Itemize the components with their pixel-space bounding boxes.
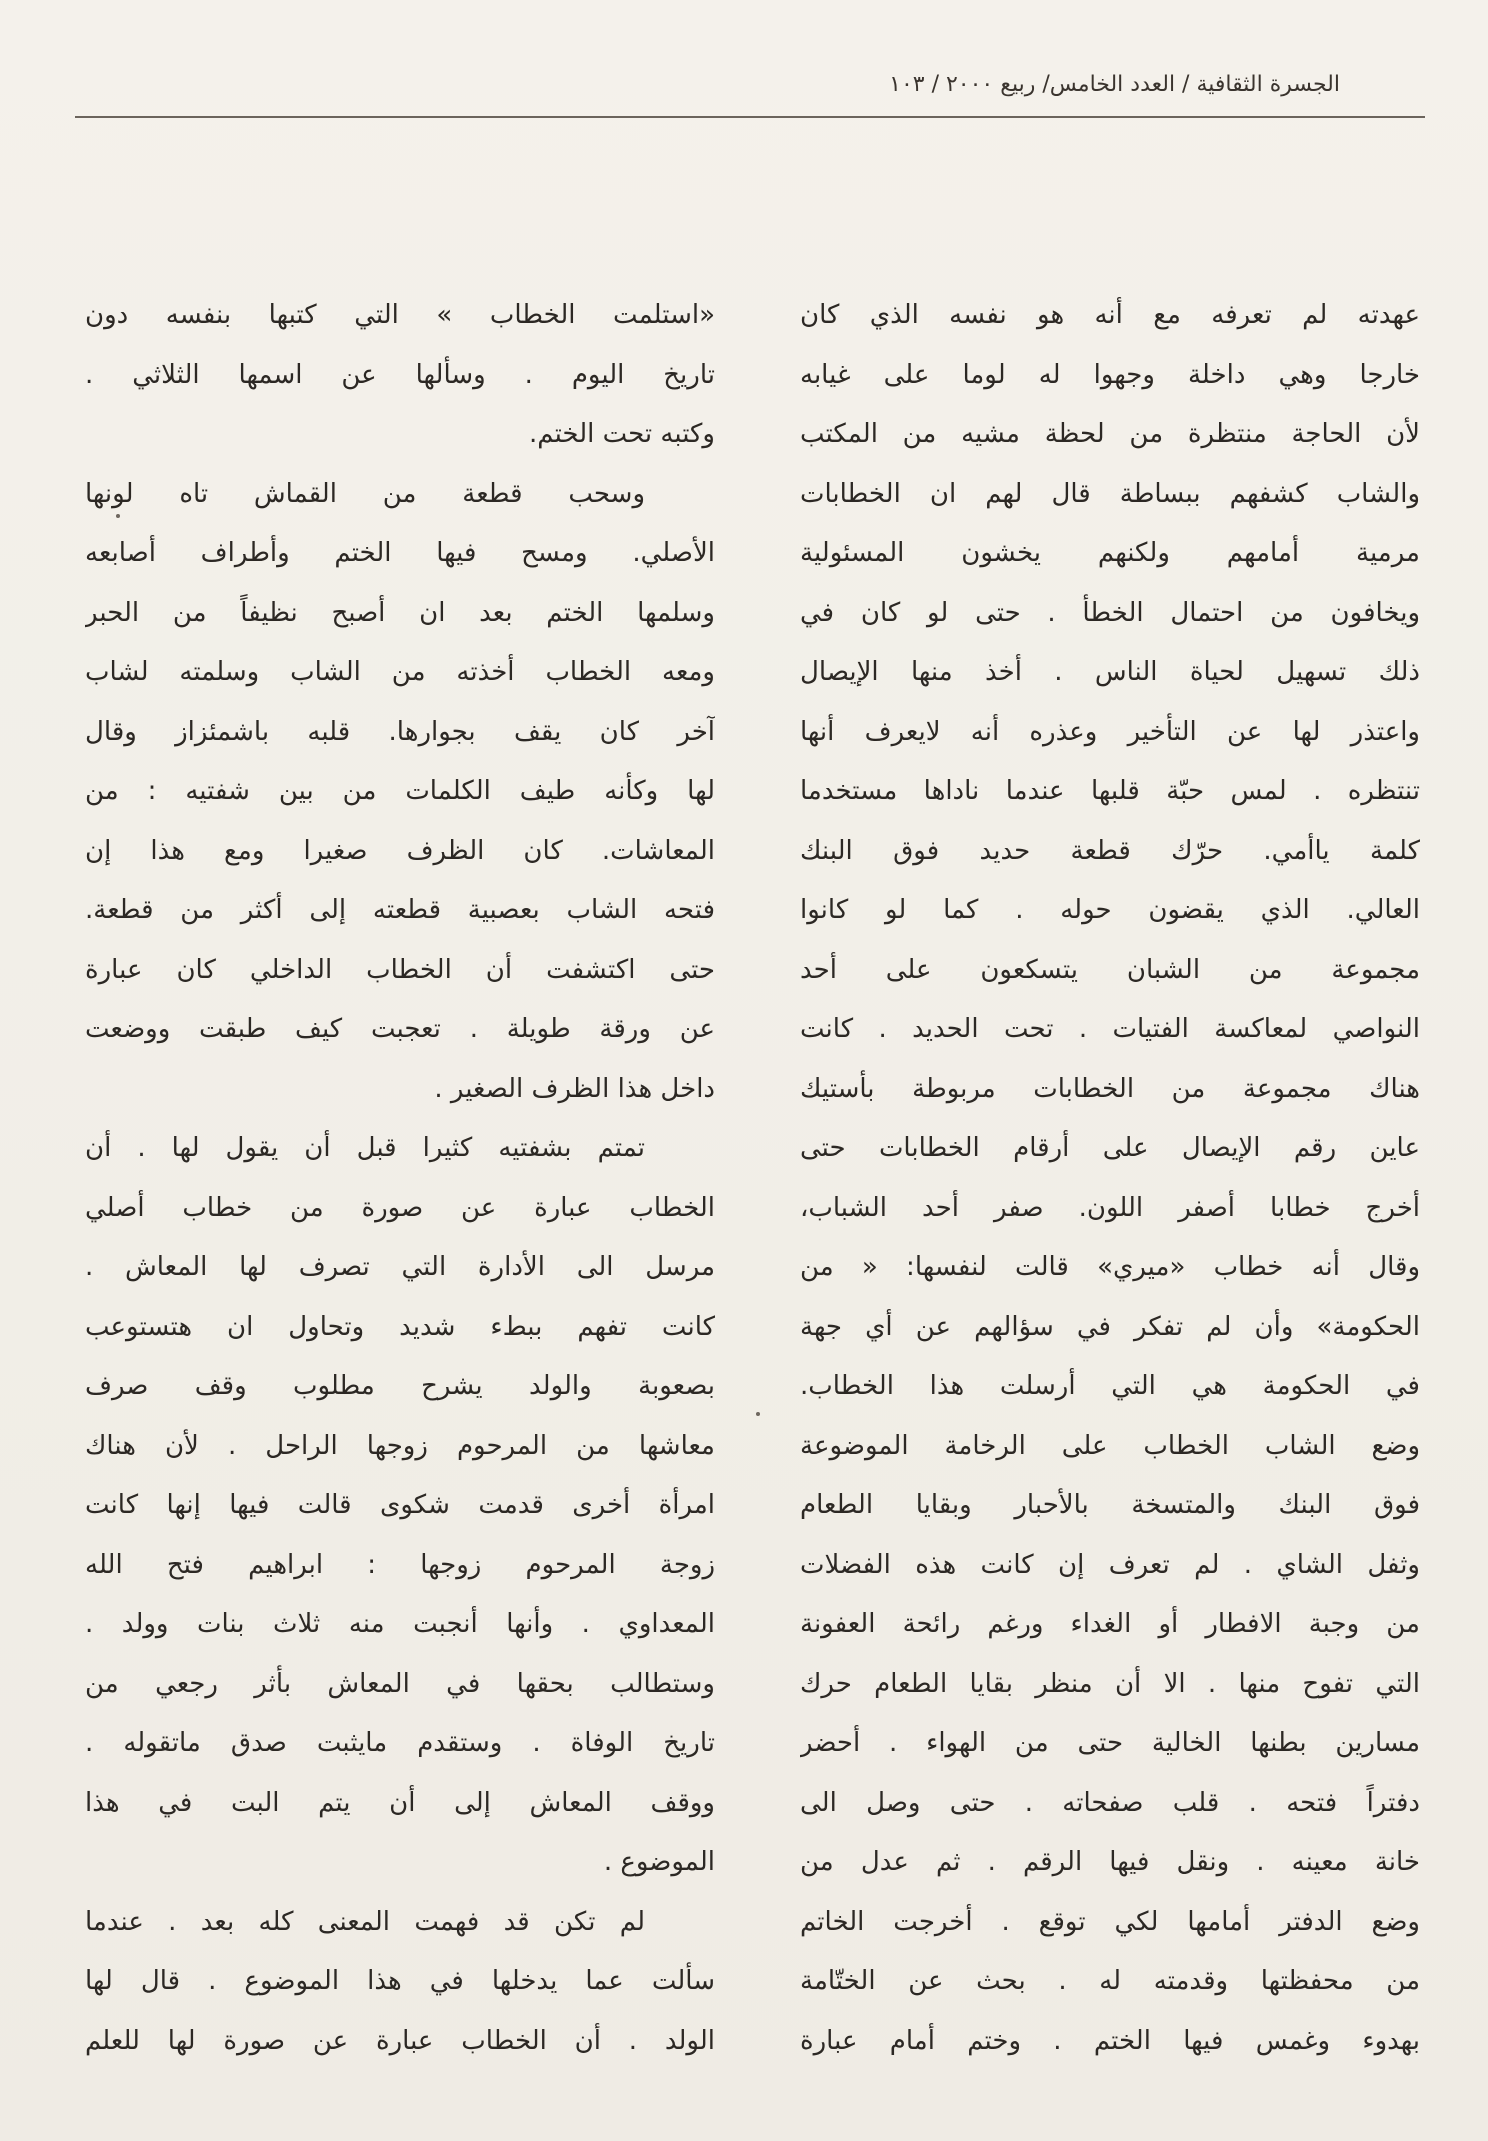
text-line: دفتراً فتحه . قلب صفحاته . حتى وصل الى: [800, 1787, 1420, 1818]
text-line: واعتذر لها عن التأخير وعذره أنه لايعرف أنها: [800, 716, 1420, 747]
text-line: العالي. الذي يقضون حوله . كما لو كانوا: [800, 895, 1420, 925]
text-line: ووقف المعاش إلى أن يتم البت في هذا: [85, 1787, 715, 1818]
text-line: الخطاب عبارة عن صورة من خطاب أصلي: [85, 1192, 715, 1223]
text-line: مرسل الى الأدارة التي تصرف لها المعاش .: [85, 1252, 715, 1282]
text-line: وثفل الشاي . لم تعرف إن كانت هذه الفضلات: [800, 1549, 1420, 1580]
text-line: «استلمت الخطاب » التي كتبها بنفسه دون: [85, 300, 715, 330]
text-line: عهدته لم تعرفه مع أنه هو نفسه الذي كان: [800, 300, 1420, 330]
text-line: وستطالب بحقها في المعاش بأثر رجعي من: [85, 1668, 715, 1699]
text-line: حتى اكتشفت أن الخطاب الداخلي كان عبارة: [85, 954, 715, 985]
text-line: كانت تفهم ببطء شديد وتحاول ان هتستوعب: [85, 1311, 715, 1342]
text-line: مسارين بطنها الخالية حتى من الهواء . أحضر: [800, 1728, 1420, 1758]
text-line: خارجا وهي داخلة وجهوا له لوما على غيابه: [800, 359, 1420, 390]
header-rule: [75, 116, 1425, 118]
text-line: في الحكومة هي التي أرسلت هذا الخطاب.: [800, 1371, 1420, 1401]
text-line: لأن الحاجة منتظرة من لحظة مشيه من المكتب: [800, 419, 1420, 449]
text-line: زوجة المرحوم زوجها : ابراهيم فتح الله: [85, 1549, 715, 1580]
text-line: خانة معينه . ونقل فيها الرقم . ثم عدل من: [800, 1847, 1420, 1877]
text-line: أخرج خطابا أصفر اللون. صفر أحد الشباب،: [800, 1192, 1420, 1223]
paragraph-start-line: وسحب قطعة من القماش تاه لونها: [85, 478, 645, 509]
text-line: معاشها من المرحوم زوجها الراحل . لأن هناك: [85, 1430, 715, 1461]
text-line: من محفظتها وقدمته له . بحث عن الختّامة: [800, 1966, 1420, 1996]
text-line: من وجبة الافطار أو الغداء ورغم رائحة العفونة: [800, 1609, 1420, 1639]
text-line: وكتبه تحت الختم.: [529, 419, 715, 449]
text-line: التي تفوح منها . الا أن منظر بقايا الطعام حرك: [800, 1668, 1420, 1699]
text-line: وسلمها الختم بعد ان أصبح نظيفاً من الحبر: [85, 597, 715, 628]
text-line: الولد . أن الخطاب عبارة عن صورة لها للعلم: [85, 2025, 715, 2056]
text-line: وقال أنه خطاب «ميري» قالت لنفسها: « من: [800, 1252, 1420, 1282]
text-line: كلمة ياأمي. حرّك قطعة حديد فوق البنك: [800, 835, 1420, 866]
text-line: الأصلي. ومسح فيها الختم وأطراف أصابعه: [85, 538, 715, 568]
text-line: عاين رقم الإيصال على أرقام الخطابات حتى: [800, 1133, 1420, 1163]
text-line: بهدوء وغمس فيها الختم . وختم أمام عبارة: [800, 2025, 1420, 2056]
text-line: وضع الدفتر أمامها لكي توقع . أخرجت الخاتم: [800, 1906, 1420, 1937]
text-line: فوق البنك والمتسخة بالأحبار وبقايا الطعام: [800, 1490, 1420, 1520]
text-line: ذلك تسهيل لحياة الناس . أخذ منها الإيصال: [800, 657, 1420, 687]
scan-speck: [756, 1412, 760, 1416]
text-line: فتحه الشاب بعصبية قطعته إلى أكثر من قطعة.: [85, 895, 715, 925]
text-line: مرمية أمامهم ولكنهم يخشون المسئولية: [800, 538, 1420, 568]
text-line: تنتظره . لمس حبّة قلبها عندما ناداها مستخدما: [800, 776, 1420, 806]
text-line: وضع الشاب الخطاب على الرخامة الموضوعة: [800, 1430, 1420, 1461]
text-line: هناك مجموعة من الخطابات مربوطة بأستيك: [800, 1073, 1420, 1104]
text-line: ومعه الخطاب أخذته من الشاب وسلمته لشاب: [85, 657, 715, 687]
text-line: تاريخ اليوم . وسألها عن اسمها الثلاثي .: [85, 359, 715, 390]
running-title: الجسرة الثقافية / العدد الخامس/ ربيع ٢٠٠٠ / ١٠٣: [889, 72, 1340, 97]
text-line: بصعوبة والولد يشرح مطلوب وقف صرف: [85, 1371, 715, 1401]
text-line: امرأة أخرى قدمت شكوى قالت فيها إنها كانت: [85, 1490, 715, 1520]
text-line: المعداوي . وأنها أنجبت منه ثلاث بنات وولد .: [85, 1609, 715, 1639]
text-line: مجموعة من الشبان يتسكعون على أحد: [800, 954, 1420, 985]
text-line: المعاشات. كان الظرف صغيرا ومع هذا إن: [85, 835, 715, 866]
text-line: الموضوع .: [603, 1847, 715, 1877]
paragraph-start-line: لم تكن قد فهمت المعنى كله بعد . عندما: [85, 1906, 645, 1937]
text-line: النواصي لمعاكسة الفتيات . تحت الحديد . كانت: [800, 1014, 1420, 1044]
text-line: الحكومة» وأن لم تفكر في سؤالهم عن أي جهة: [800, 1311, 1420, 1342]
text-line: ويخافون من احتمال الخطأ . حتى لو كان في: [800, 597, 1420, 628]
text-line: لها وكأنه طيف الكلمات من بين شفتيه : من: [85, 776, 715, 806]
text-column-right: [800, 286, 1420, 2071]
text-column-left: [85, 286, 715, 2071]
text-line: داخل هذا الظرف الصغير .: [434, 1073, 715, 1104]
text-line: والشاب كشفهم ببساطة قال لهم ان الخطابات: [800, 478, 1420, 509]
text-line: عن ورقة طويلة . تعجبت كيف طبقت ووضعت: [85, 1014, 715, 1044]
scan-speck: [116, 514, 120, 518]
text-line: سألت عما يدخلها في هذا الموضوع . قال لها: [85, 1966, 715, 1996]
text-line: آخر كان يقف بجوارها. قلبه باشمئزاز وقال: [85, 716, 715, 747]
paragraph-start-line: تمتم بشفتيه كثيرا قبل أن يقول لها . أن: [85, 1133, 645, 1163]
text-line: تاريخ الوفاة . وستقدم مايثبت صدق ماتقوله .: [85, 1728, 715, 1758]
page-header: [80, 72, 1410, 112]
